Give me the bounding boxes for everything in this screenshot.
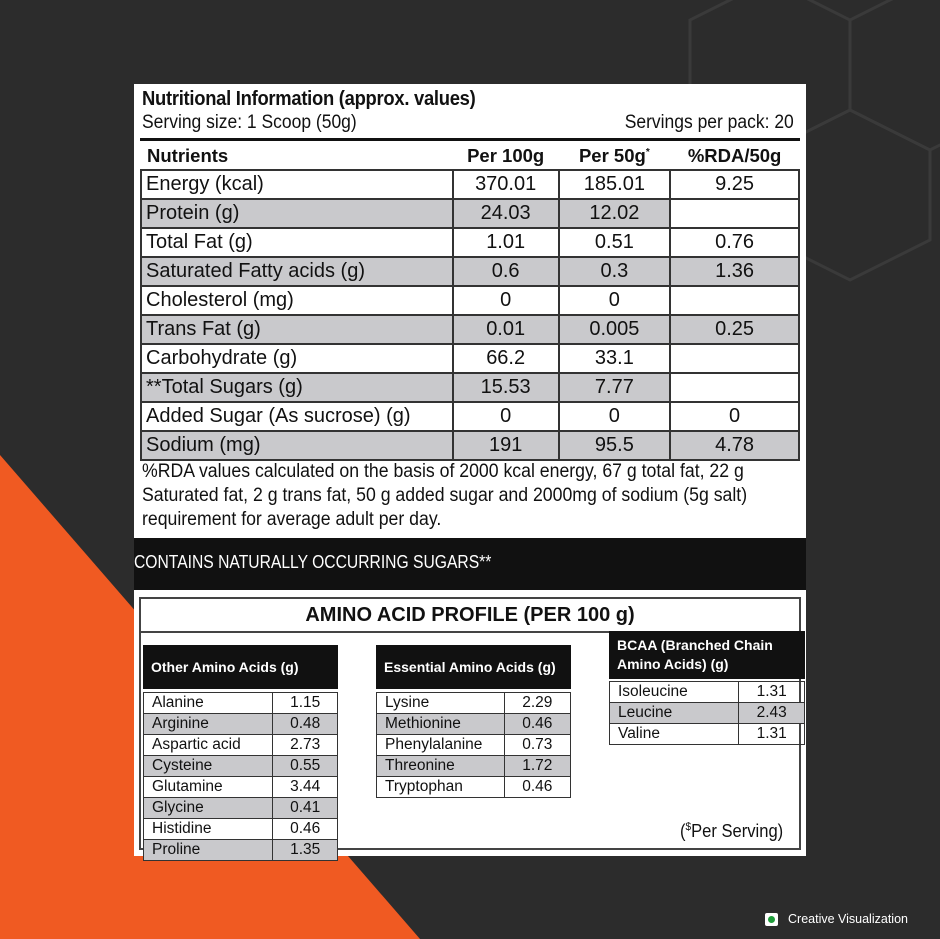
nutrition-row: [141, 228, 799, 257]
value-per50: 0: [559, 402, 671, 431]
amino-row: [377, 693, 571, 714]
nutrition-row: [141, 344, 799, 373]
bcaa-amino-header: BCAA (Branched Chain Amino Acids) (g): [609, 631, 805, 679]
value-per100: 1.01: [453, 228, 559, 257]
amino-value: 0.46: [504, 714, 570, 735]
amino-value: 0.46: [273, 819, 338, 840]
amino-row: [144, 756, 338, 777]
nutrition-row: [141, 315, 799, 344]
amino-name: Tryptophan: [377, 777, 505, 798]
amino-row: [144, 735, 338, 756]
nutrition-row: [141, 373, 799, 402]
amino-value: 2.29: [504, 693, 570, 714]
rda-footnote: %RDA values calculated on the basis of 2000 kcal energy, 67 g total fat, 22 g Saturated fat, 2 g trans fat, 50 g added sugar and 2000mg of sodium (5g salt) requirement for average adult per day.: [142, 461, 748, 530]
amino-value: 0.41: [273, 798, 338, 819]
amino-name: Valine: [610, 724, 739, 745]
value-per50: 12.02: [559, 199, 671, 228]
essential-amino-header: Essential Amino Acids (g): [376, 645, 571, 689]
value-rda: [670, 344, 799, 373]
nutrition-row: [141, 199, 799, 228]
amino-value: 1.31: [739, 724, 805, 745]
amino-row: [144, 693, 338, 714]
essential-amino-group: [376, 645, 571, 798]
contains-banner: [134, 538, 806, 590]
nutrition-row: [141, 170, 799, 199]
col-per100: Per 100g: [467, 144, 545, 166]
nutrient-name: Carbohydrate (g): [141, 344, 453, 373]
value-rda: 4.78: [670, 431, 799, 460]
amino-name: Glutamine: [144, 777, 273, 798]
amino-row: [144, 798, 338, 819]
nutrient-name: Cholesterol (mg): [141, 286, 453, 315]
value-rda: 0.25: [670, 315, 799, 344]
bcaa-amino-group: [609, 631, 805, 745]
nutrient-name: **Total Sugars (g): [141, 373, 453, 402]
amino-name: Aspartic acid: [144, 735, 273, 756]
value-per50: 33.1: [559, 344, 671, 373]
value-rda: [670, 373, 799, 402]
nutrient-name: Total Fat (g): [141, 228, 453, 257]
nutrient-name: Trans Fat (g): [141, 315, 453, 344]
nutrition-table: [140, 142, 800, 461]
col-rda: %RDA/50g: [687, 144, 782, 166]
amino-row: [144, 819, 338, 840]
value-per100: 191: [453, 431, 559, 460]
amino-name: Glycine: [144, 798, 273, 819]
nutrition-row: [141, 286, 799, 315]
amino-acid-profile: [139, 597, 801, 858]
amino-row: [610, 724, 805, 745]
value-per100: 0.01: [453, 315, 559, 344]
nutrient-name: Added Sugar (As sucrose) (g): [141, 402, 453, 431]
amino-row: [377, 756, 571, 777]
value-per50: 95.5: [559, 431, 671, 460]
value-rda: [670, 286, 799, 315]
amino-row: [610, 703, 805, 724]
essential-amino-table: [376, 692, 571, 798]
other-amino-group: [143, 645, 338, 861]
bcaa-amino-table: [609, 681, 805, 745]
amino-name: Alanine: [144, 693, 273, 714]
label-title: Nutritional Information (approx. values): [142, 88, 476, 110]
amino-name: Arginine: [144, 714, 273, 735]
value-rda: 0: [670, 402, 799, 431]
amino-name: Lysine: [377, 693, 505, 714]
value-per100: 0: [453, 402, 559, 431]
amino-row: [377, 714, 571, 735]
amino-name: Threonine: [377, 756, 505, 777]
value-rda: [670, 199, 799, 228]
value-rda: 1.36: [670, 257, 799, 286]
amino-row: [610, 682, 805, 703]
amino-row: [144, 777, 338, 798]
amino-value: 1.35: [273, 840, 338, 861]
other-amino-table: [143, 692, 338, 861]
value-per100: 24.03: [453, 199, 559, 228]
value-per50: 0.51: [559, 228, 671, 257]
value-per100: 0: [453, 286, 559, 315]
nutrient-name: Sodium (mg): [141, 431, 453, 460]
nutrition-row: [141, 257, 799, 286]
amino-name: Isoleucine: [610, 682, 739, 703]
amino-value: 2.73: [273, 735, 338, 756]
amino-value: 0.48: [273, 714, 338, 735]
value-per50: 0.3: [559, 257, 671, 286]
col-per50: Per 50g*: [578, 144, 650, 166]
header-divider: [140, 138, 800, 141]
serving-size: Serving size: 1 Scoop (50g): [142, 112, 357, 133]
amino-name: Histidine: [144, 819, 273, 840]
amino-value: 1.72: [504, 756, 570, 777]
amino-name: Methionine: [377, 714, 505, 735]
contains-text: CONTAINS NATURALLY OCCURRING SUGARS**: [134, 552, 492, 572]
nutrition-row: [141, 402, 799, 431]
amino-row: [144, 714, 338, 735]
nutrition-row: [141, 431, 799, 460]
nutrient-name: Protein (g): [141, 199, 453, 228]
amino-title: AMINO ACID PROFILE (PER 100 g): [141, 599, 799, 633]
servings-per-pack: Servings per pack: 20: [624, 112, 794, 133]
veg-mark-icon: [765, 913, 778, 926]
amino-value: 0.55: [273, 756, 338, 777]
amino-value: 1.15: [273, 693, 338, 714]
other-amino-header: Other Amino Acids (g): [143, 645, 338, 689]
nutrition-label-panel: [134, 84, 806, 856]
value-per100: 15.53: [453, 373, 559, 402]
badge-text: Creative Visualization: [788, 912, 908, 926]
value-per100: 370.01: [453, 170, 559, 199]
nutrient-name: Saturated Fatty acids (g): [141, 257, 453, 286]
value-per50: 0: [559, 286, 671, 315]
per-serving-note: ($Per Serving): [679, 821, 783, 841]
amino-name: Proline: [144, 840, 273, 861]
amino-row: [377, 777, 571, 798]
amino-value: 0.46: [504, 777, 570, 798]
amino-row: [377, 735, 571, 756]
creative-visualization-badge: [765, 912, 908, 926]
amino-value: 3.44: [273, 777, 338, 798]
amino-name: Phenylalanine: [377, 735, 505, 756]
value-per100: 0.6: [453, 257, 559, 286]
amino-name: Cysteine: [144, 756, 273, 777]
value-per100: 66.2: [453, 344, 559, 373]
nutrition-header-row: [141, 142, 799, 170]
value-rda: 9.25: [670, 170, 799, 199]
value-per50: 7.77: [559, 373, 671, 402]
amino-value: 0.73: [504, 735, 570, 756]
value-rda: 0.76: [670, 228, 799, 257]
value-per50: 185.01: [559, 170, 671, 199]
amino-row: [144, 840, 338, 861]
amino-value: 1.31: [739, 682, 805, 703]
value-per50: 0.005: [559, 315, 671, 344]
amino-name: Leucine: [610, 703, 739, 724]
nutrient-name: Energy (kcal): [141, 170, 453, 199]
amino-value: 2.43: [739, 703, 805, 724]
col-nutrients: Nutrients: [147, 144, 229, 166]
